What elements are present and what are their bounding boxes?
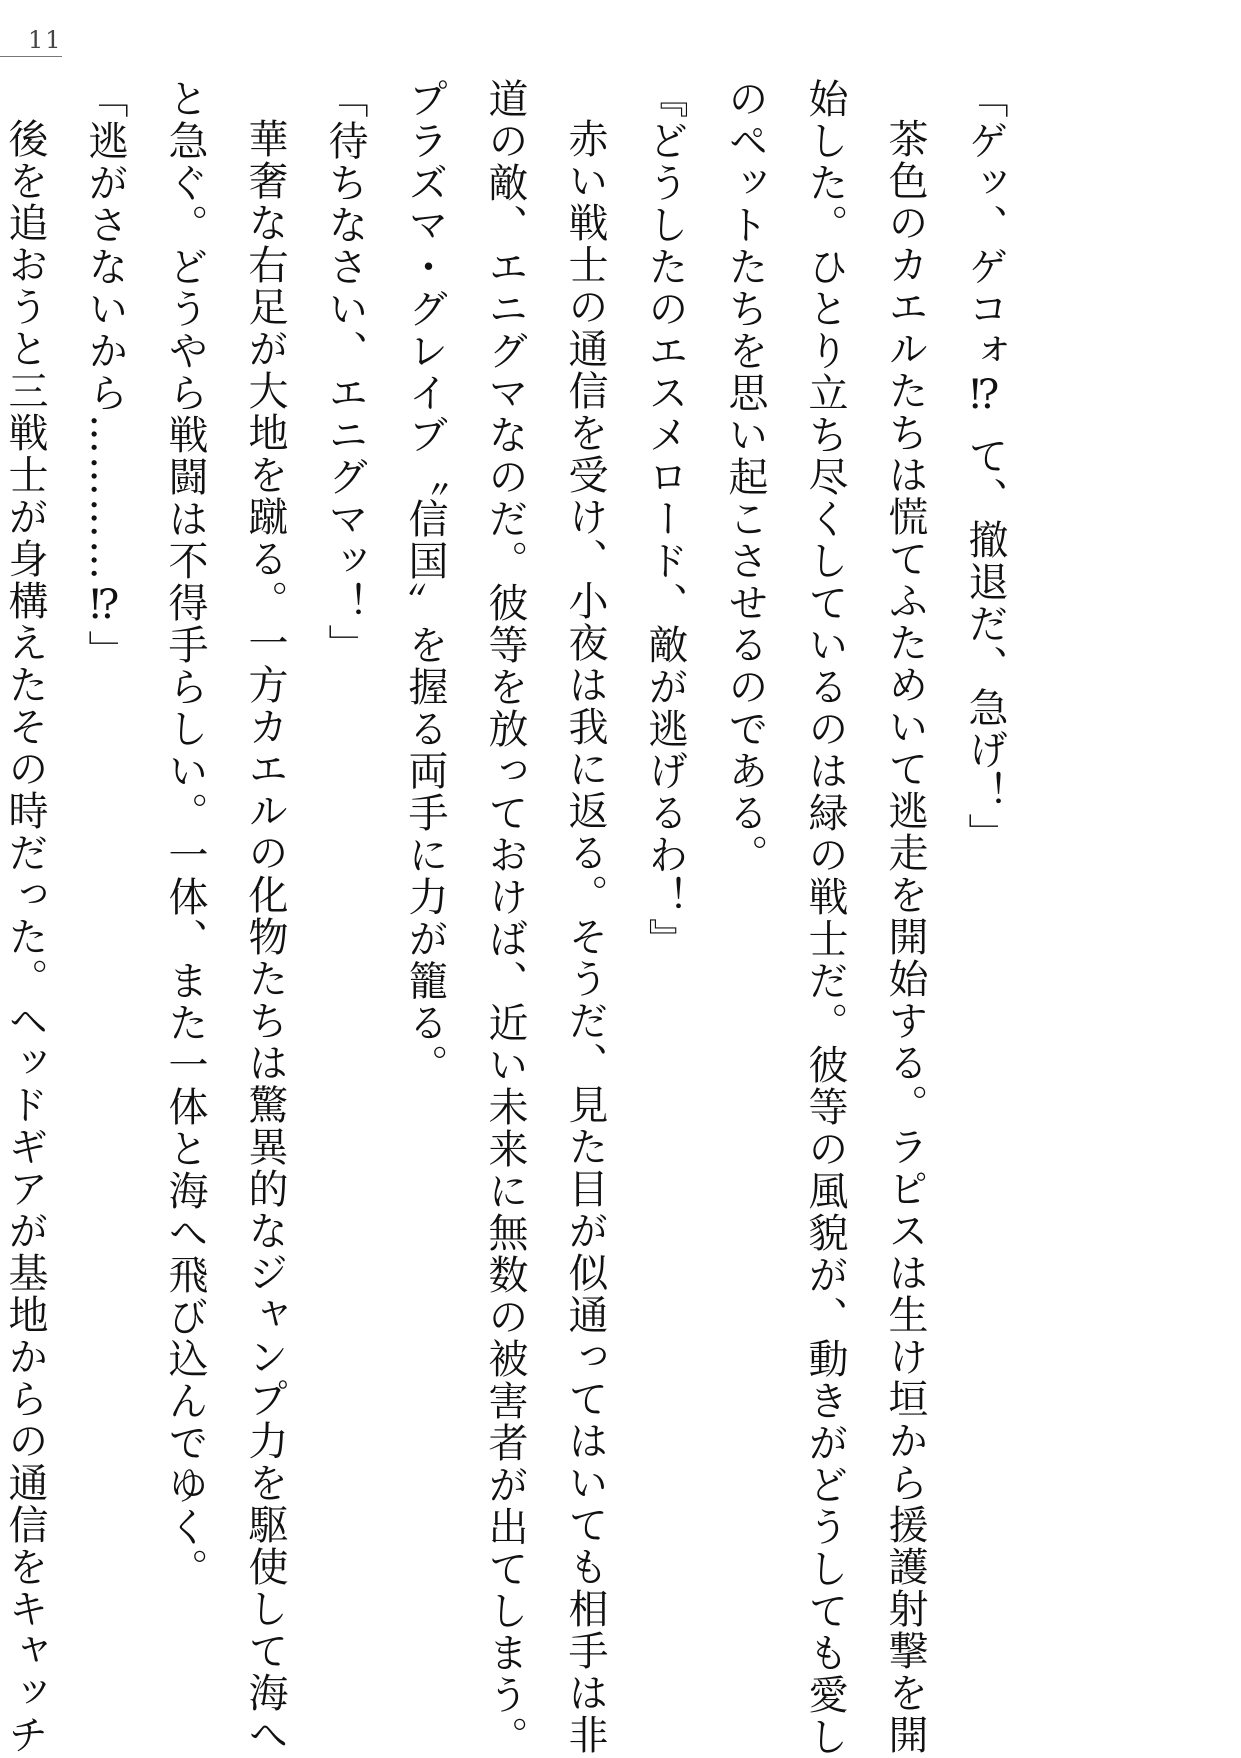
vertical-text-body	[0, 78, 1025, 1758]
text-line: 「逃がさないから…………⁉」	[82, 78, 128, 672]
page-number: 11	[28, 26, 63, 54]
text-line: 始した。ひとり立ち尽くしているのは緑の戦士だ。彼等の風貌が、動きがどうしても愛し	[802, 78, 848, 1758]
text-line: 「ゲッ、ゲコォ⁉ て、撤退だ、急げ！」	[962, 78, 1008, 855]
text-line: 茶色のカエルたちは慌てふためいて逃走を開始する。ラピスは生け垣から援護射撃を開	[882, 118, 928, 1756]
text-line: のペットたちを思い起こさせるのである。	[722, 78, 768, 876]
text-line: 「待ちなさい、エニグマッ！」	[322, 78, 368, 666]
text-line: と急ぐ。どうやら戦闘は不得手らしい。一体、また一体と海へ飛び込んでゆく。	[162, 78, 208, 1590]
page-number-rule	[0, 56, 62, 57]
text-line: 『どうしたのエスメロード、敵が逃げるわ！』	[642, 78, 688, 960]
text-line: 赤い戦士の通信を受け、小夜は我に返る。そうだ、見た目が似通ってはいても相手は非	[562, 118, 608, 1756]
text-line: 道の敵、エニグマなのだ。彼等を放っておけば、近い未来に無数の被害者が出てしまう。	[482, 78, 528, 1758]
text-line: 華奢な右足が大地を蹴る。一方カエルの化物たちは驚異的なジャンプ力を駆使して海へ	[242, 118, 288, 1756]
text-line: 後を追おうと三戦士が身構えたその時だった。ヘッドギアが基地からの通信をキャッチ	[2, 118, 48, 1756]
text-line: プラズマ・グレイブ〝信国〟を握る両手に力が籠る。	[402, 78, 448, 1086]
